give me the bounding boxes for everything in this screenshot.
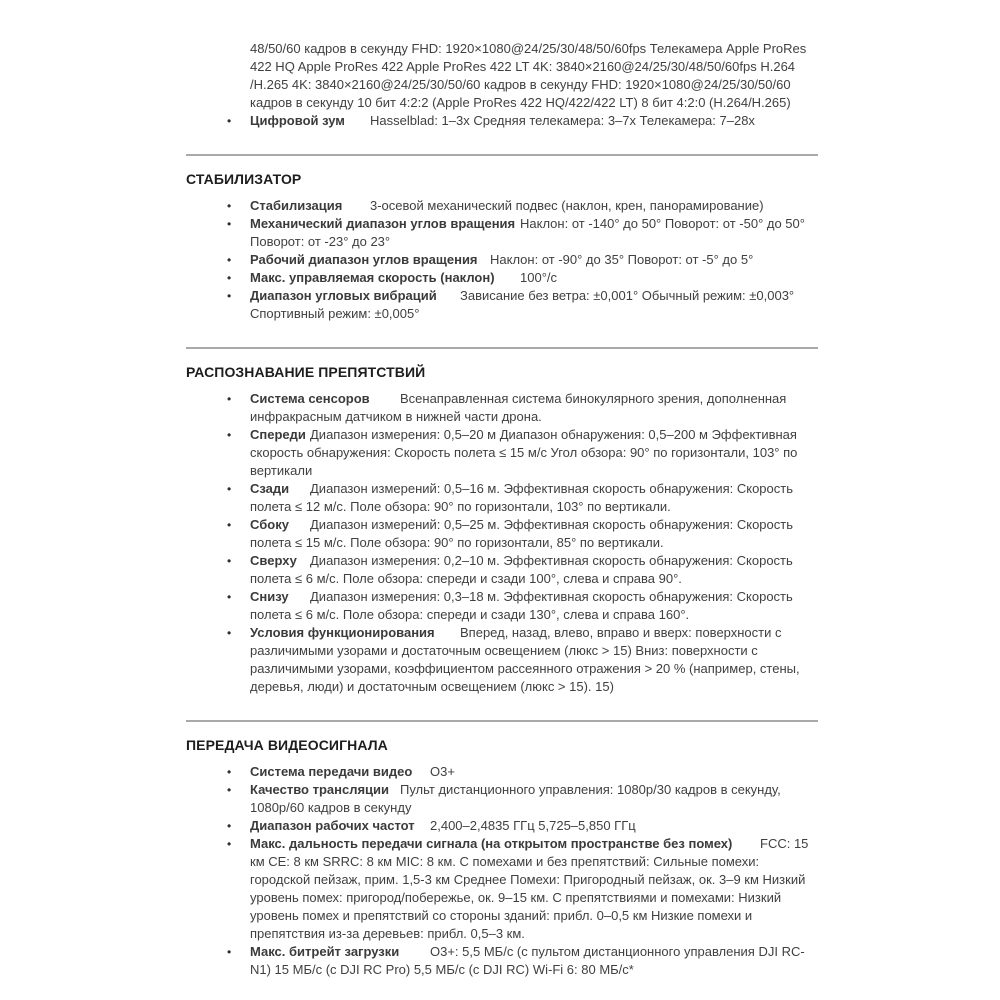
bullet-icon: • <box>227 114 232 128</box>
spec-text <box>250 251 818 269</box>
section-divider <box>186 154 818 156</box>
spec-item <box>186 817 818 835</box>
spec-section <box>186 347 818 696</box>
spec-page <box>186 40 818 979</box>
bullet-icon: • <box>227 482 232 496</box>
spec-text <box>250 269 818 287</box>
spec-section <box>186 720 818 979</box>
spec-text <box>250 763 818 781</box>
spec-text <box>250 781 818 817</box>
section-divider <box>186 347 818 349</box>
spec-label: Сзади <box>250 481 290 496</box>
spec-text <box>250 624 818 696</box>
spec-label: Механический диапазон углов вращения <box>250 216 516 231</box>
spec-label: Макс. управляемая скорость (наклон) <box>250 270 495 285</box>
spec-text <box>250 817 818 835</box>
spec-label: Диапазон рабочих частот <box>250 818 415 833</box>
spec-text <box>250 943 818 979</box>
bullet-icon: • <box>227 554 232 568</box>
spec-value: Диапазон измерений: 0,5–25 м. Эффективная скорость обнаружения: Скорость полета ≤ 15 м/с. Поле обзора: 90° по горизонтали, 85° по вертикали. <box>250 517 797 550</box>
spec-label: Качество трансляции <box>250 782 390 797</box>
bullet-icon: • <box>227 590 232 604</box>
spec-item <box>186 624 818 696</box>
spec-label: Диапазон угловых вибраций <box>250 288 437 303</box>
spec-item <box>186 480 818 516</box>
spec-item <box>186 269 818 287</box>
spec-item <box>186 781 818 817</box>
spec-value: 2,400–2,4835 ГГц 5,725–5,850 ГГц <box>430 818 636 833</box>
spec-label: Макс. дальность передачи сигнала (на открытом пространстве без помех) <box>250 836 733 851</box>
spec-item <box>186 215 818 251</box>
spec-label: Снизу <box>250 589 289 604</box>
spec-item <box>186 251 818 269</box>
spec-value: Диапазон измерения: 0,5–20 м Диапазон обнаружения: 0,5–200 м Эффективная скорость обнаружения: Скорость полета ≤ 15 м/с Угол обзора: 90° по горизонтали, 103° по вертикали <box>250 427 802 478</box>
bullet-icon: • <box>227 518 232 532</box>
bullet-icon: • <box>227 392 232 406</box>
section-items <box>186 763 818 979</box>
spec-text <box>250 588 818 624</box>
spec-label: Система сенсоров <box>250 391 370 406</box>
bullet-icon: • <box>227 199 232 213</box>
spec-text <box>250 215 818 251</box>
spec-value: Всенаправленная система бинокулярного зрения, дополненная инфракрасным датчиком в нижней части дрона. <box>250 391 790 424</box>
bullet-icon: • <box>227 271 232 285</box>
spec-item <box>186 763 818 781</box>
spec-label: Сбоку <box>250 517 289 532</box>
spec-text <box>250 426 818 480</box>
section-title: РАСПОЗНАВАНИЕ ПРЕПЯТСТВИЙ <box>186 364 426 380</box>
spec-value: O3+: 5,5 МБ/с (с пультом дистанционного управления DJI RC-N1) 15 МБ/с (с DJI RC Pro) 5,5 МБ/с (с DJI RC) Wi-Fi 6: 80 МБ/с* <box>250 944 805 977</box>
spec-value: Зависание без ветра: ±0,001° Обычный режим: ±0,003° Спортивный режим: ±0,005° <box>250 288 798 321</box>
section-title: ПЕРЕДАЧА ВИДЕОСИГНАЛА <box>186 737 388 753</box>
bullet-icon: • <box>227 837 232 851</box>
spec-text <box>250 197 818 215</box>
spec-item <box>186 112 818 130</box>
sections-root <box>186 154 818 979</box>
section-items <box>186 197 818 323</box>
spec-text <box>250 480 818 516</box>
section-title: СТАБИЛИЗАТОР <box>186 171 302 187</box>
spec-text <box>250 112 818 130</box>
bullet-icon: • <box>227 783 232 797</box>
spec-value: Вперед, назад, влево, вправо и вверх: поверхности с различимыми узорами и достаточным освещением (люкс > 15) Вниз: поверхности с различимыми узорами, коэффициентом рассеянного отражения > 20 % (например, стены, деревья, люди) и достаточным освещением (люкс > 15). 15) <box>250 625 804 694</box>
spec-item <box>186 588 818 624</box>
bullet-icon: • <box>227 289 232 303</box>
spec-text <box>250 835 818 943</box>
spec-label: Сверху <box>250 553 297 568</box>
spec-text <box>250 287 818 323</box>
spec-label: Цифровой зум <box>250 113 345 128</box>
bullet-icon: • <box>227 819 232 833</box>
spec-value: Диапазон измерений: 0,5–16 м. Эффективная скорость обнаружения: Скорость полета ≤ 12 м/с. Поле обзора: 90° по горизонтали, 103° по вертикали. <box>250 481 797 514</box>
spec-value: Диапазон измерения: 0,3–18 м. Эффективная скорость обнаружения: Скорость полета ≤ 6 м/с. Поле обзора: спереди и сзади 130°, слева и справа 160°. <box>250 589 797 622</box>
bullet-icon: • <box>227 217 232 231</box>
spec-text <box>250 516 818 552</box>
spec-item <box>186 516 818 552</box>
spec-item <box>186 835 818 943</box>
bullet-icon: • <box>227 765 232 779</box>
spec-item <box>186 426 818 480</box>
spec-section <box>186 154 818 323</box>
section-divider <box>186 720 818 722</box>
spec-value: 100°/с <box>520 270 558 285</box>
spec-value: Диапазон измерения: 0,2–10 м. Эффективная скорость обнаружения: Скорость полета ≤ 6 м/с. Поле обзора: спереди и сзади 100°, слева и справа 90°. <box>250 553 797 586</box>
spec-label: Система передачи видео <box>250 764 413 779</box>
spec-item <box>186 197 818 215</box>
spec-label: Условия функционирования <box>250 625 435 640</box>
spec-value: Hasselblad: 1–3x Средняя телекамера: 3–7x Телекамера: 7–28x <box>370 113 755 128</box>
spec-text <box>250 390 818 426</box>
bullet-icon: • <box>227 945 232 959</box>
spec-value: FCC: 15 км CE: 8 км SRRC: 8 км MIC: 8 км. С помехами и без препятствий: Сильные помехи: городской пейзаж, прим. 1,5-3 км Среднее Помехи: Пригородный пейзаж, ок. 3–9 км Низкий уровень помех: пригород/побережье, ок. 9–15 км. С препятствиями и помехами: Низкий уровень помех и препятствий со стороны зданий: прибл. 0–0,5 км Низкие помехи и препятствия из-за деревьев: прибл. 0,5–3 км. <box>250 836 813 941</box>
spec-item <box>186 552 818 588</box>
continuation-paragraph: 48/50/60 кадров в секунду FHD: 1920×1080@24/25/30/48/50/60fps Телекамера Apple ProRes 422 HQ Apple ProRes 422 Apple ProRes 422 LT 4K: 3840×2160@24/25/30/48/50/60fps H.264 /H.265 4K: 3840×2160@24/25/30/50/60 кадров в секунду FHD: 1920×1080@24/25/30/50/60 кадров в секунду 10 бит 4:2:2 (Apple ProRes 422 HQ/422/422 LT) 8 бит 4:2:0 (H.264/H.265) <box>250 41 810 110</box>
spec-value: Наклон: от -90° до 35° Поворот: от -5° до 5° <box>490 252 754 267</box>
spec-item <box>186 287 818 323</box>
spec-value: O3+ <box>430 764 455 779</box>
spec-label: Спереди <box>250 427 306 442</box>
spec-text <box>250 552 818 588</box>
spec-label: Рабочий диапазон углов вращения <box>250 252 478 267</box>
spec-label: Макс. битрейт загрузки <box>250 944 400 959</box>
spec-item <box>186 943 818 979</box>
section-items <box>186 390 818 696</box>
bullet-icon: • <box>227 626 232 640</box>
spec-item <box>186 390 818 426</box>
spec-label: Стабилизация <box>250 198 343 213</box>
spec-value: 3-осевой механический подвес (наклон, крен, панорамирование) <box>370 198 764 213</box>
bullet-icon: • <box>227 253 232 267</box>
bullet-icon: • <box>227 428 232 442</box>
spec-value: Пульт дистанционного управления: 1080p/30 кадров в секунду, 1080p/60 кадров в секунду <box>250 782 785 815</box>
intro-items <box>186 112 818 130</box>
spec-value: Наклон: от -140° до 50° Поворот: от -50° до 50° Поворот: от -23° до 23° <box>250 216 809 249</box>
